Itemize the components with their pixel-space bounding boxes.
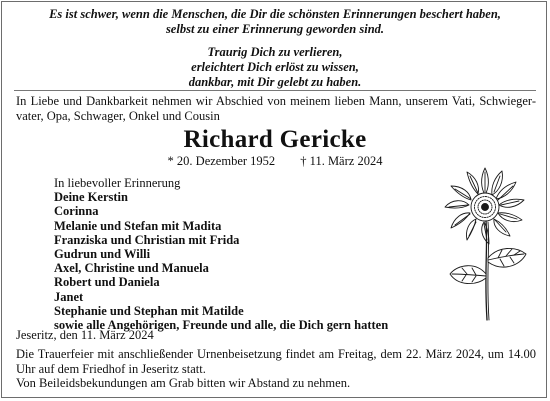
quote-line: Es ist schwer, wenn die Menschen, die Dir die schönsten Erinnerungen beschert haben, [49, 7, 501, 21]
mourner-entry: Corinna [54, 204, 99, 219]
mourner-entry: Gudrun und Willi [54, 247, 151, 262]
condolence-request-text: Von Beileidsbekundungen am Grab bitten wir Abstand zu nehmen. [16, 376, 351, 390]
funeral-service-text: Die Trauerfeier mit anschließender Urnenbeisetzung findet am Freitag, dem 22. März 2024, um 14.00 Uhr auf dem Friedhof in Jeseritz statt. [16, 347, 536, 376]
mourner-entry: sowie alle Angehörigen, Freunde und alle, die Dich gern hatten [54, 318, 389, 333]
quote-line: selbst zu einer Erinnerung geworden sind. [165, 22, 385, 36]
mourner-entry: Stephanie und Stephan mit Matilde [54, 303, 244, 318]
poem-line: Traurig Dich zu verlieren, [207, 45, 343, 59]
mourner-entry: Deine Kerstin [54, 190, 128, 205]
mourners-list [54, 176, 454, 332]
mourner-entry: Axel, Christine und Manuela [54, 261, 209, 276]
funeral-notice [16, 347, 536, 391]
mourner-entry: Melanie und Stefan mit Madita [54, 218, 222, 233]
death-date: † 11. März 2024 [300, 154, 383, 168]
mourner-entry: Janet [54, 289, 84, 304]
intro-text: In Liebe und Dankbarkeit nehmen wir Abschied von meinem lieben Mann, unserem Vati, Schwieger- vater, Opa, Schwager, Onkel und Cousin [16, 94, 536, 123]
poem-line: erleichtert Dich erlöst zu wissen, [191, 60, 359, 74]
birth-date: * 20. Dezember 1952 [167, 154, 276, 168]
separator-line [14, 90, 536, 91]
sunflower-illustration [440, 162, 530, 322]
poem [0, 45, 550, 90]
opening-quote [0, 7, 550, 37]
deceased-name: Richard Gericke [183, 126, 367, 153]
place-and-date: Jeseritz, den 11. März 2024 [16, 328, 154, 342]
poem-line: dankbar, mit Dir gelebt zu haben. [188, 75, 362, 89]
mourners-heading: In liebevoller Erinnerung [54, 176, 181, 190]
mourner-entry: Robert und Daniela [54, 275, 160, 290]
mourner-entry: Franziska und Christian mit Frida [54, 232, 240, 247]
